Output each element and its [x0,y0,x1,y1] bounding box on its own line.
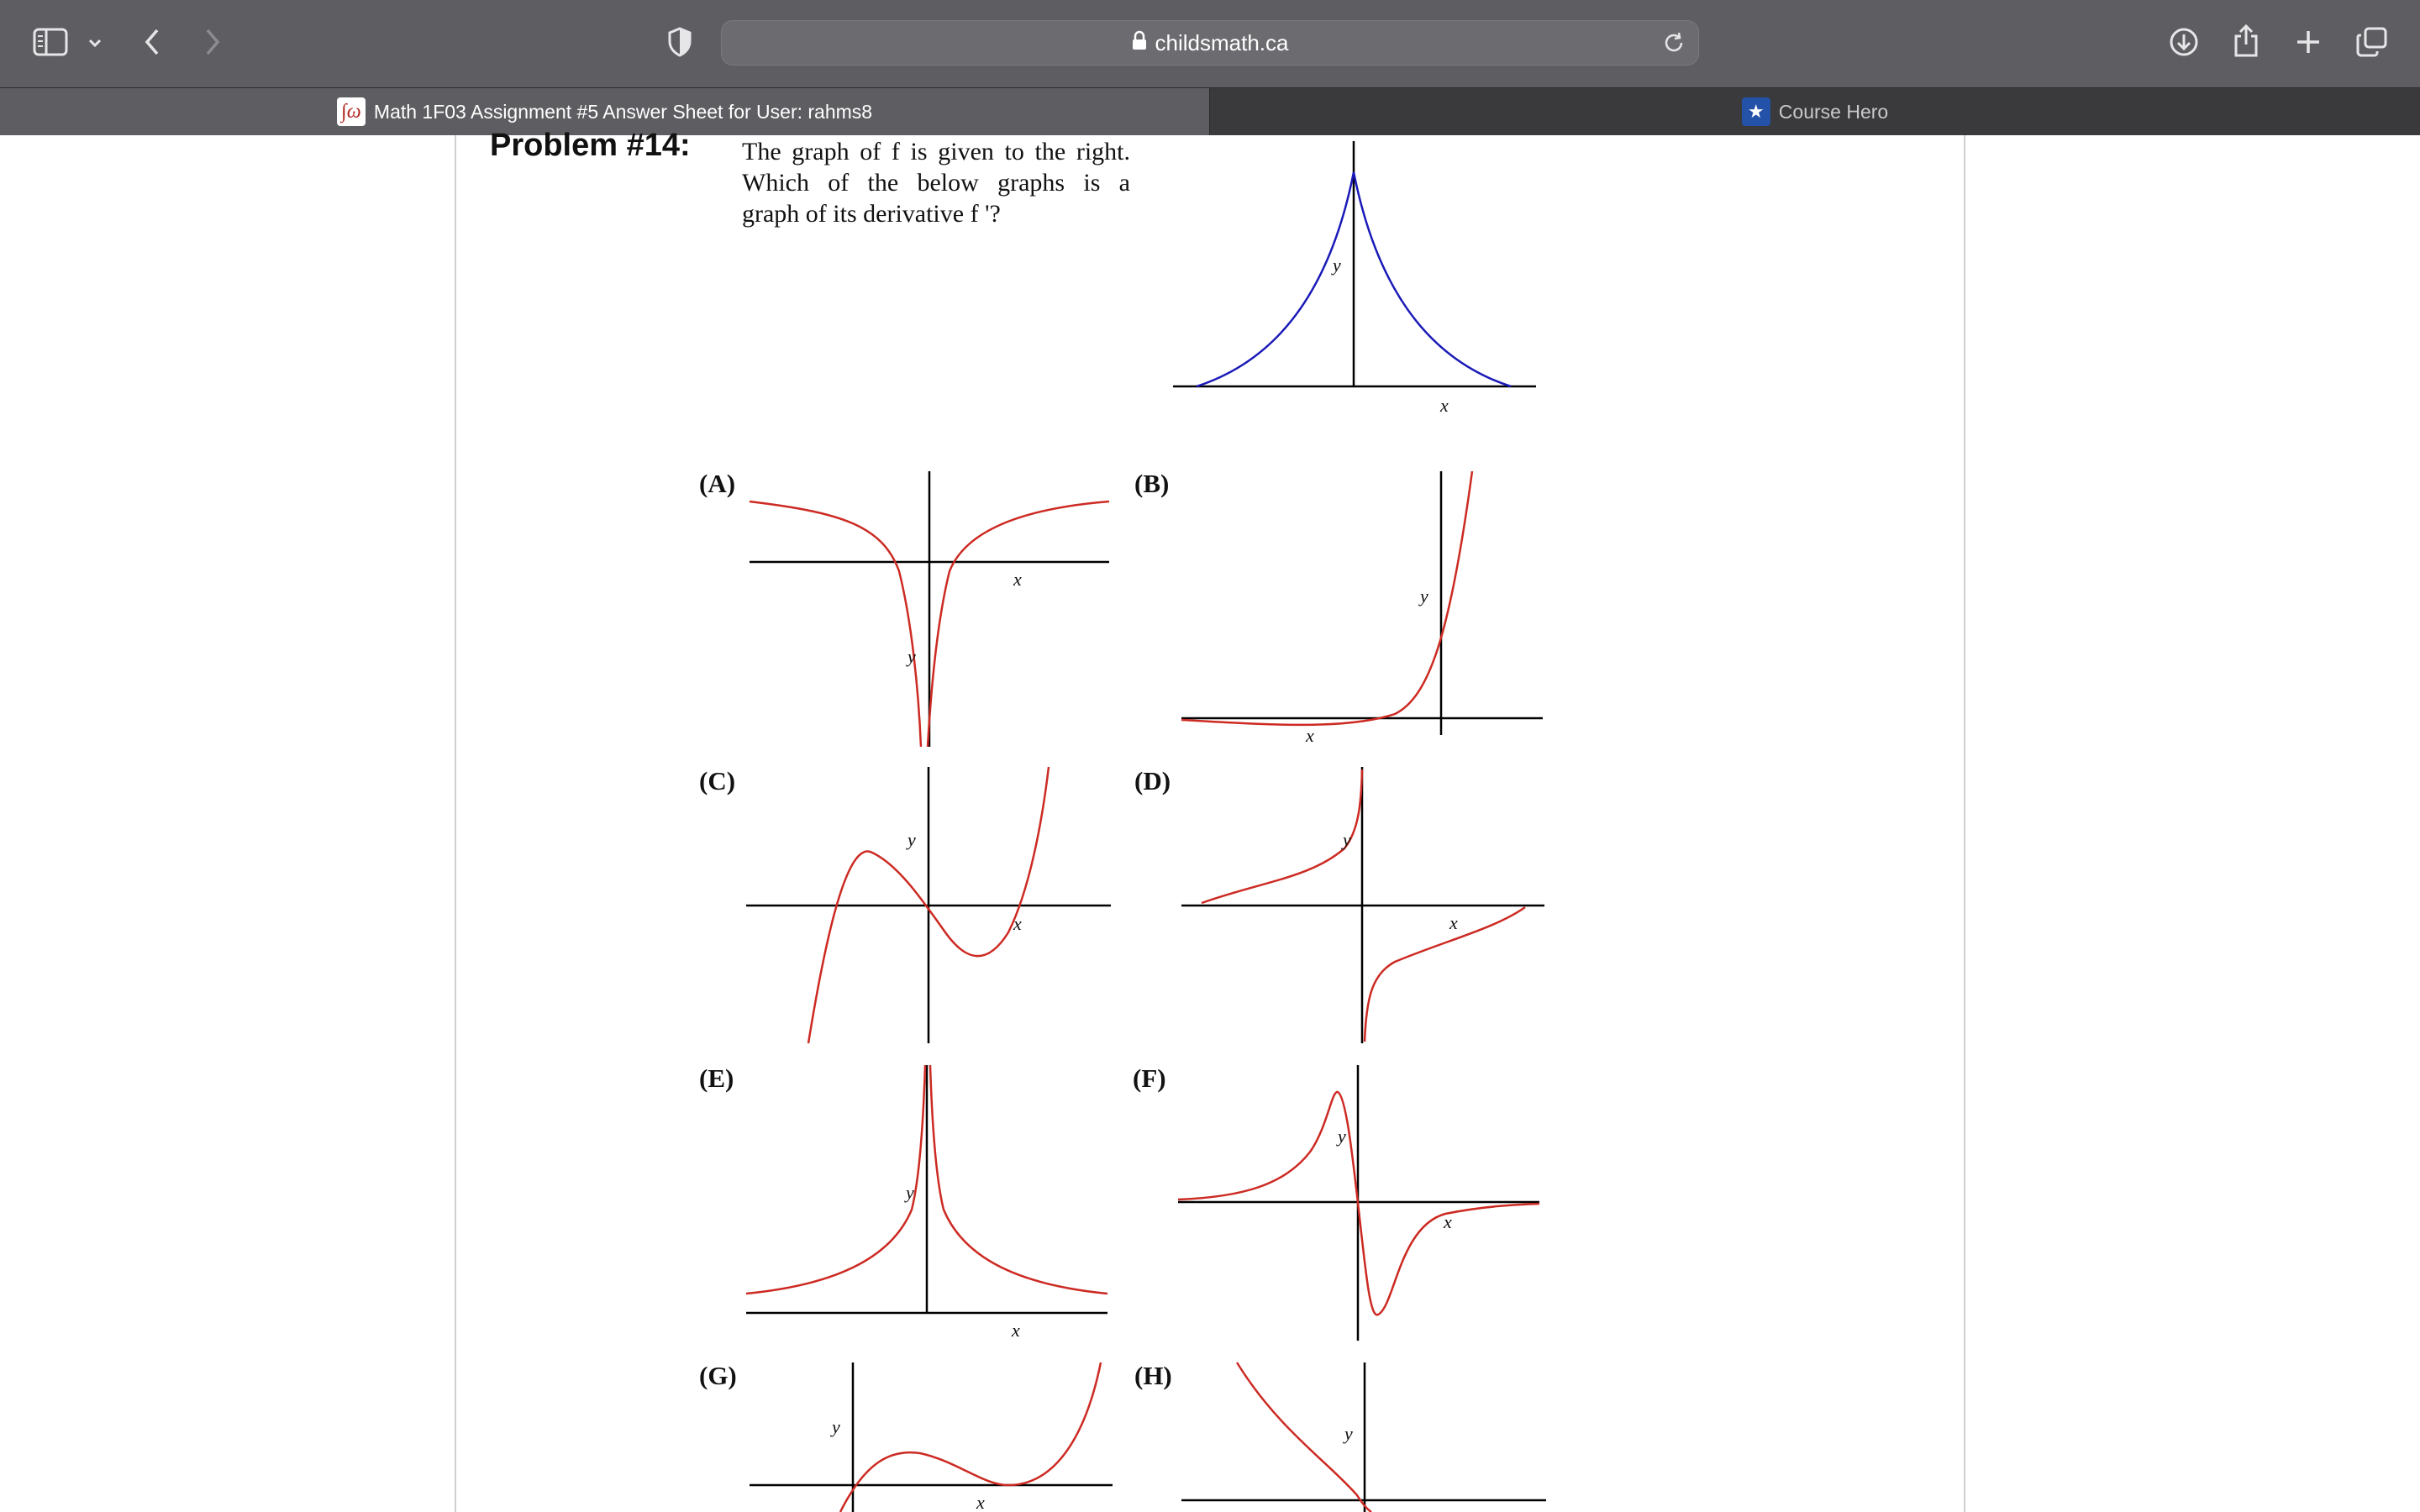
y-axis-label: y [1343,829,1351,850]
option-a[interactable] [699,469,1109,747]
x-axis-label: x [1440,395,1449,416]
option-label: (H) [1134,1361,1172,1390]
option-label: (C) [699,766,736,795]
option-d[interactable] [1134,766,1544,1043]
tab-label: Math 1F03 Assignment #5 Answer Sheet for User: rahms8 [373,100,873,123]
x-axis-label: x [976,1492,985,1512]
option-g[interactable] [699,1361,1113,1512]
option-label: (B) [1134,469,1170,498]
y-axis-label: y [1338,1126,1346,1147]
option-b[interactable] [1134,469,1543,746]
option-label: (F) [1133,1063,1166,1093]
curve [840,1362,1101,1512]
x-axis-label: x [1306,725,1314,746]
y-axis-label: y [832,1416,840,1437]
x-axis-label: x [1444,1211,1452,1232]
original-graph [1173,141,1536,416]
curve [1181,471,1472,725]
option-label: (G) [699,1361,737,1390]
curve [1202,769,1362,903]
y-axis-label: y [1344,1423,1353,1444]
curve [746,1065,925,1294]
curve [1365,907,1525,1042]
option-h[interactable] [1134,1361,1546,1512]
x-axis-label: x [1013,569,1022,590]
problem-label: Problem #14: [490,128,691,163]
y-axis-label: y [908,646,916,667]
x-axis-label: x [1012,1320,1020,1341]
problem-line: Which of the below graphs is a [742,169,1130,197]
address-url: childsmath.ca [1155,29,1289,55]
y-axis-label: y [906,1182,914,1203]
y-axis-label: y [1420,585,1428,606]
option-label: (E) [699,1063,734,1093]
option-c[interactable] [699,766,1111,1043]
x-axis-label: x [1013,913,1022,934]
option-label: (A) [699,469,736,498]
curve [928,501,1109,747]
tab-label: Course Hero [1778,100,1889,123]
problem-line: graph of its derivative f '? [742,200,1001,228]
integral-omega-icon: ∫ω [337,97,366,126]
curve [930,1065,1107,1294]
y-axis-label: y [908,829,916,850]
y-axis-label: y [1333,255,1341,276]
option-label: (D) [1134,766,1171,795]
option-f[interactable] [1133,1063,1539,1341]
problem-line: The graph of f is given to the right. [742,138,1130,165]
curve [750,501,921,747]
option-e[interactable] [699,1063,1107,1341]
x-axis-label: x [1449,912,1458,933]
course-hero-star-icon: ★ [1742,97,1770,126]
